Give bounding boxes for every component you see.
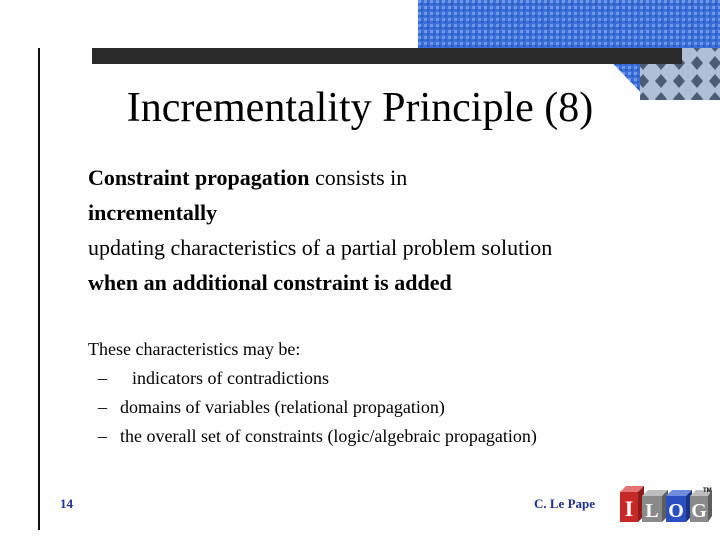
logo-letter-l: L <box>645 500 659 522</box>
title-bar <box>92 48 682 64</box>
lead-emphasis: incrementally <box>88 200 218 225</box>
logo-letter-o: O <box>668 500 684 522</box>
ilog-logo <box>618 486 714 526</box>
dash-bullet-icon: – <box>98 397 107 417</box>
list-item <box>88 393 445 422</box>
ilog-logo-icon <box>618 486 714 526</box>
lead-line-1-rest: consists in <box>309 165 408 190</box>
slide-title: Incrementality Principle (8) <box>126 85 594 131</box>
lead-line-2 <box>88 195 552 230</box>
characteristics-section <box>88 334 537 451</box>
list-item-text: the overall set of constraints (logic/algebraic propagation) <box>120 426 537 446</box>
lead-line-3: updating characteristics of a partial problem solution <box>88 235 553 260</box>
lead-paragraph <box>88 160 552 300</box>
list-item <box>88 364 329 393</box>
author-name: C. Le Pape <box>534 496 596 511</box>
logo-letter-i: I <box>624 496 634 521</box>
logo-letter-g: G <box>691 500 707 522</box>
characteristics-intro: These characteristics may be: <box>88 339 301 359</box>
lead-term: Constraint propagation <box>88 165 310 190</box>
list-item-text: indicators of contradictions <box>132 368 329 388</box>
page-number: 14 <box>60 496 73 511</box>
dash-bullet-icon: – <box>98 426 107 446</box>
lead-condition: when an additional constraint is added <box>88 270 452 295</box>
lead-line-1 <box>88 160 552 195</box>
lead-line-4 <box>88 265 552 300</box>
list-item <box>88 422 537 451</box>
dash-bullet-icon: – <box>98 368 107 388</box>
list-item-text: domains of variables (relational propagation) <box>120 397 445 417</box>
logo-trademark: TM <box>703 488 712 494</box>
